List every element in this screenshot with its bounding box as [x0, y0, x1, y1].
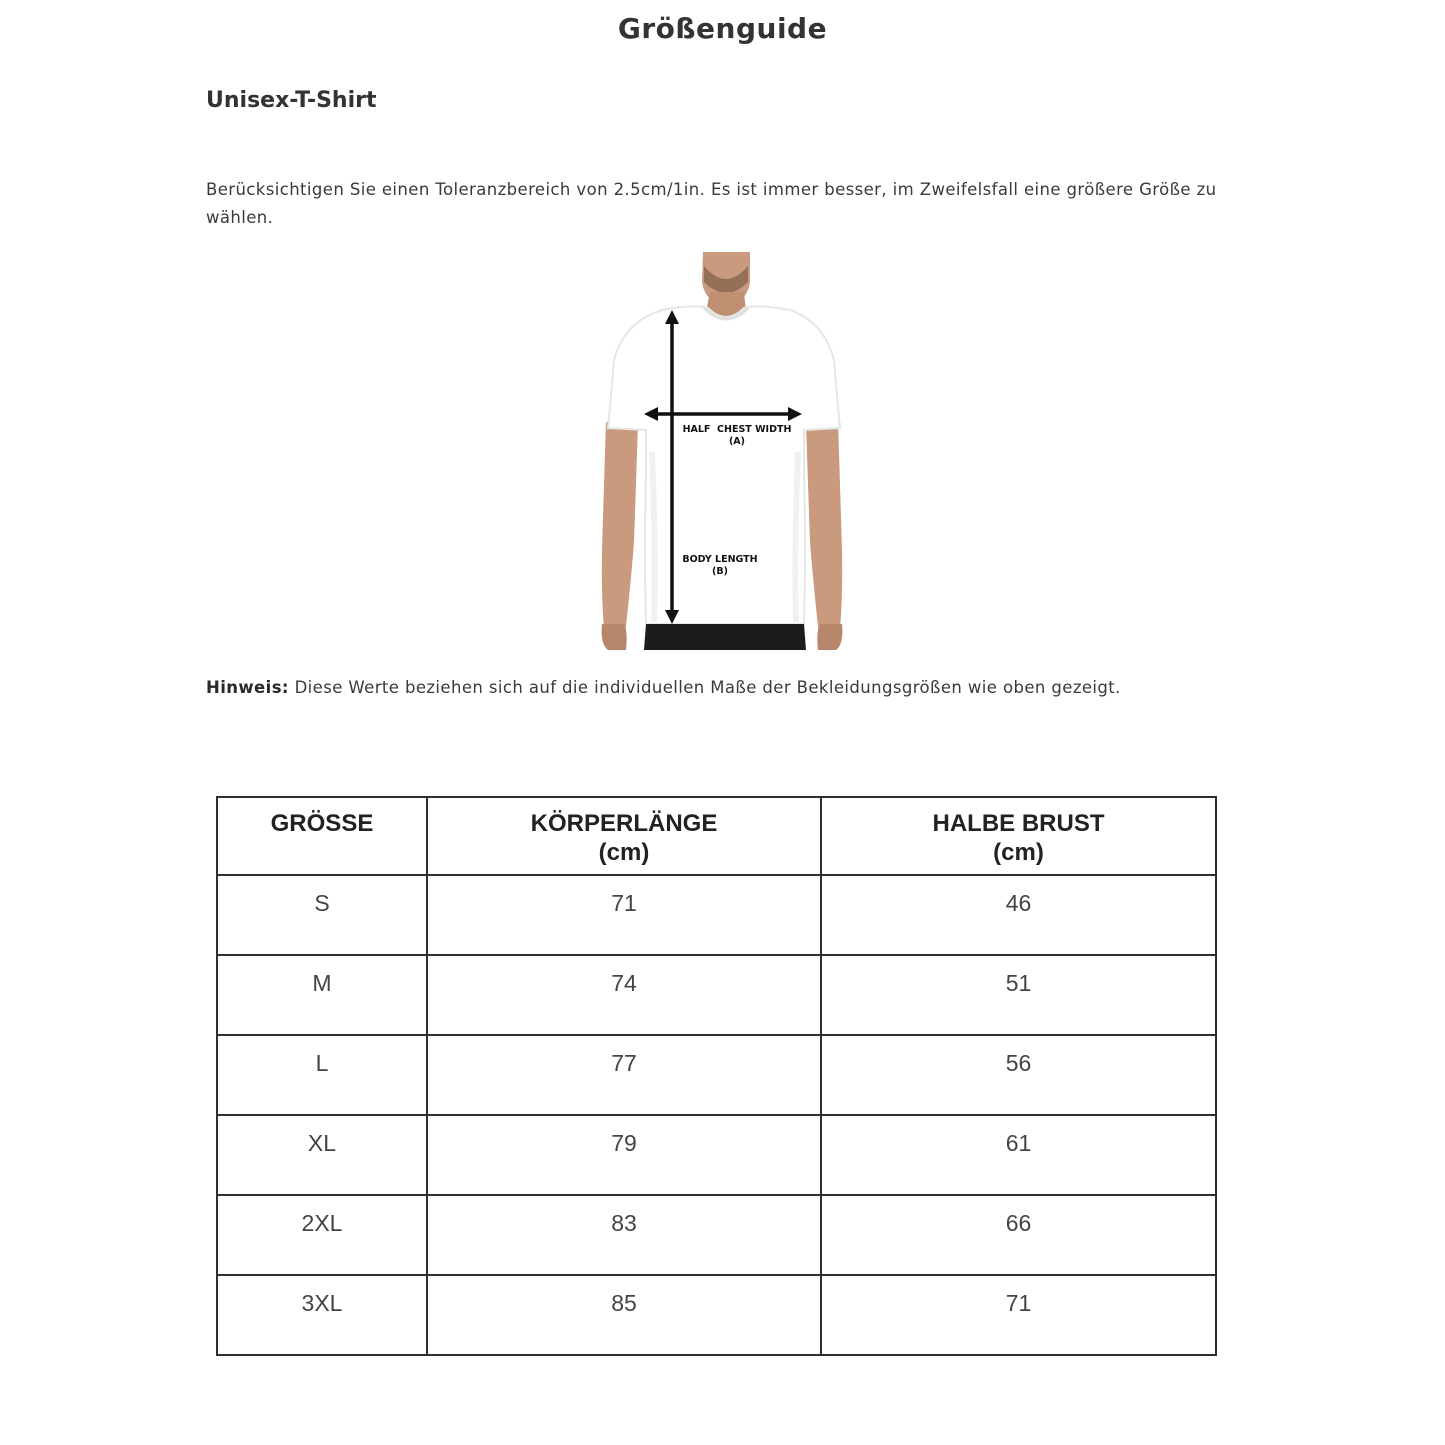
product-title: Unisex-T-Shirt [206, 88, 377, 113]
size-diagram-image [598, 252, 846, 650]
note-body: Diese Werte beziehen sich auf die individuellen Maße der Bekleidungsgrößen wie oben gezeigt. [288, 678, 1121, 697]
note-text [206, 676, 1241, 700]
table-row [217, 1195, 1216, 1275]
table-row [217, 955, 1216, 1035]
body-length-cell: 71 [427, 875, 821, 955]
table-row [217, 1115, 1216, 1195]
tolerance-text: Berücksichtigen Sie einen Toleranzbereich von 2.5cm/1in. Es ist immer besser, im Zweifelsfall eine größere Größe zu wählen. [206, 180, 1217, 227]
header-body-length: KÖRPERLÄNGE (cm) [427, 797, 821, 875]
half-chest-cell: 66 [821, 1195, 1216, 1275]
size-cell: S [217, 875, 427, 955]
header-size: GRÖSSE [217, 797, 427, 875]
body-length-label: BODY LENGTH (B) [682, 554, 758, 577]
table-row [217, 1275, 1216, 1355]
chest-width-label: HALF CHEST WIDTH (A) [682, 424, 792, 447]
table-row [217, 875, 1216, 955]
table-row [217, 1035, 1216, 1115]
page-title: Größenguide [617, 12, 828, 45]
half-chest-cell: 71 [821, 1275, 1216, 1355]
half-chest-cell: 56 [821, 1035, 1216, 1115]
body-length-cell: 77 [427, 1035, 821, 1115]
table-header-row [217, 797, 1216, 875]
size-cell: XL [217, 1115, 427, 1195]
half-chest-cell: 51 [821, 955, 1216, 1035]
body-length-cell: 83 [427, 1195, 821, 1275]
body-length-cell: 74 [427, 955, 821, 1035]
size-cell: 3XL [217, 1275, 427, 1355]
body-length-cell: 79 [427, 1115, 821, 1195]
half-chest-cell: 46 [821, 875, 1216, 955]
size-cell: L [217, 1035, 427, 1115]
size-table [216, 796, 1217, 1356]
size-cell: 2XL [217, 1195, 427, 1275]
size-cell: M [217, 955, 427, 1035]
note-label: Hinweis: [206, 678, 289, 697]
body-length-cell: 85 [427, 1275, 821, 1355]
header-half-chest: HALBE BRUST (cm) [821, 797, 1216, 875]
half-chest-cell: 61 [821, 1115, 1216, 1195]
